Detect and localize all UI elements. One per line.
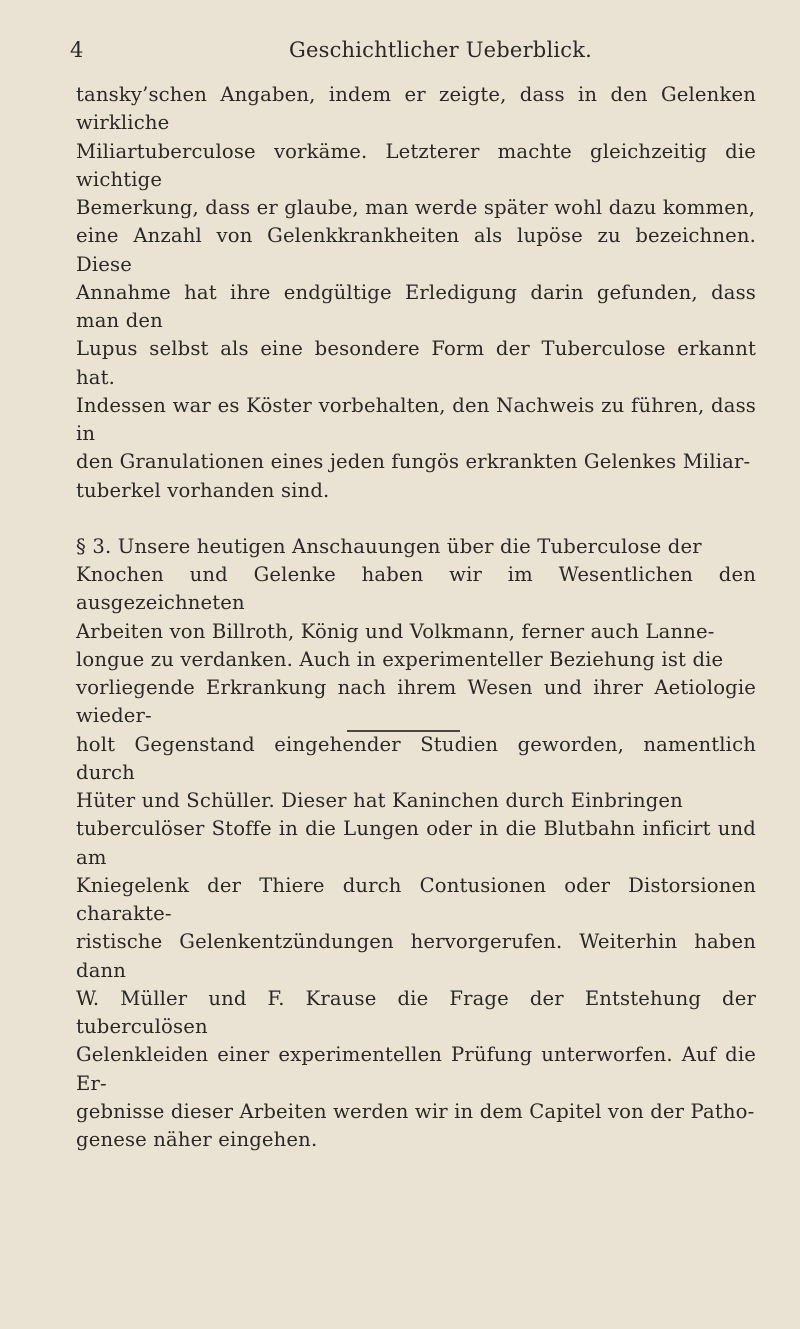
running-head [70,38,755,70]
running-title: Geschichtlicher Ueberblick. [289,38,593,62]
paragraph-2-section-3: § 3. Unsere heutigen Anschauungen über die Tuberculose der Knochen und Gelenke haben wir im Wesentlichen den ausgezeichneten Arbeiten von Billroth, König und Volkmann, ferner auch Lanne- longue zu verdanken. Auch in experimenteller Beziehung ist die vorliegende Erkrankung nach ihrem Wesen und ihrer Aetiologie wieder- holt Gegenstand eingehender Studien geworden, namentlich durch Hüter und Schüller. Dieser hat Kaninchen durch Einbringen tuberculöser Stoffe in die Lungen oder in die Blutbahn inficirt und am Kniegelenk der Thiere durch Contusionen oder Distorsionen charakte- ristische Gelenkentzündungen hervorgerufen. Weiterhin haben dann W. Müller und F. Krause die Frage der Entstehung der tuberculösen Gelenkleiden einer experimentellen Prüfung unterworfen. Auf die Er- gebnisse dieser Arbeiten werden wir in dem Capitel von der Patho- genese näher eingehen. [76,534,756,1151]
paragraph-1: tansky’schen Angaben, indem er zeigte, dass in den Gelenken wirkliche Miliartuberculose vorkäme. Letzterer machte gleichzeitig die wichtige Bemerkung, dass er glaube, man werde später wohl dazu kommen, eine Anzahl von Gelenkkrankheiten als lupöse zu bezeichnen. Diese Annahme hat ihre endgültige Erledigung darin gefunden, dass man den Lupus selbst als eine besondere Form der Tuberculose erkannt hat. Indessen war es Köster vorbehalten, den Nachweis zu führen, dass in den Granulationen eines jeden fungös erkrankten Gelenkes Miliar- tuberkel vorhanden sind. [76,83,756,502]
section-end-rule [347,730,460,732]
body-text [76,81,756,1154]
page-number: 4 [70,38,84,62]
